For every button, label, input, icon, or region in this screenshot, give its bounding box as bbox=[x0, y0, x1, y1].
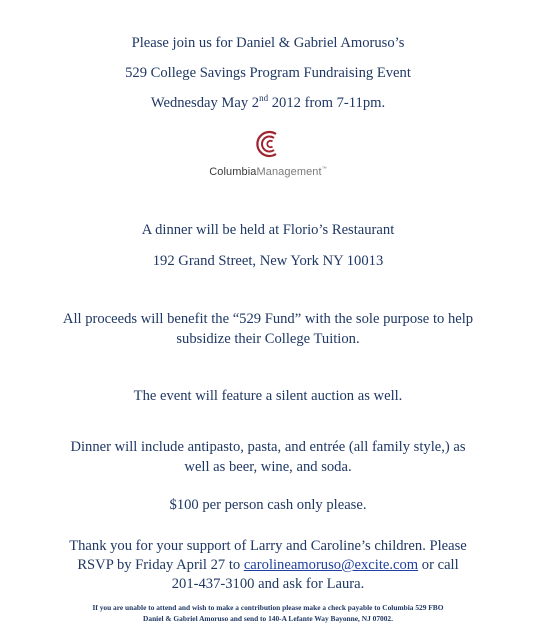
footer-line-2: Daniel & Gabriel Amoruso and send to 140-A Lefante Way Bayonne, NJ 07002. bbox=[143, 614, 393, 623]
logo-trademark: ™ bbox=[321, 166, 327, 172]
auction-line: The event will feature a silent auction as well. bbox=[133, 388, 403, 404]
logo-brand-secondary: Management bbox=[256, 166, 322, 178]
invite-line-1: Please join us for Daniel & Gabriel Amoruso’s bbox=[131, 35, 405, 51]
columbia-logo-mark-icon bbox=[254, 128, 282, 160]
rsvp-email-link[interactable]: carolineamoruso@excite.com bbox=[243, 557, 419, 573]
rsvp-suffix: or call bbox=[418, 557, 459, 573]
venue-line-1: A dinner will be held at Florio’s Restaurant bbox=[141, 222, 395, 238]
price-line: $100 per person cash only please. bbox=[169, 497, 367, 513]
thanks-line-2 bbox=[0, 556, 536, 574]
dinner-line-2: well as beer, wine, and soda. bbox=[184, 459, 352, 475]
date-rest: 2012 from 7-11pm. bbox=[268, 95, 386, 111]
invite-date bbox=[0, 94, 536, 112]
invite-line-2: 529 College Savings Program Fundraising Event bbox=[125, 65, 411, 81]
venue-address: 192 Grand Street, New York NY 10013 bbox=[152, 253, 384, 269]
date-ordinal: nd bbox=[259, 93, 269, 103]
rsvp-prefix: RSVP by Friday April 27 to bbox=[77, 557, 244, 573]
thanks-line-3: 201-437-3100 and ask for Laura. bbox=[171, 576, 365, 592]
thanks-line-1: Thank you for your support of Larry and Caroline’s children. Please bbox=[69, 538, 467, 554]
date-prefix: Wednesday May 2 bbox=[150, 95, 260, 111]
proceeds-line-1: All proceeds will benefit the “529 Fund” with the sole purpose to help bbox=[62, 311, 474, 327]
proceeds-line-2: subsidize their College Tuition. bbox=[176, 331, 360, 347]
logo-wordmark bbox=[0, 166, 536, 178]
footer-line-1: If you are unable to attend and wish to make a contribution please make a check payable to Columbia 529 FBO bbox=[92, 603, 444, 612]
logo-brand-primary: Columbia bbox=[209, 166, 257, 178]
dinner-line-1: Dinner will include antipasto, pasta, and entrée (all family style,) as bbox=[70, 439, 466, 455]
columbia-management-logo bbox=[0, 128, 536, 184]
